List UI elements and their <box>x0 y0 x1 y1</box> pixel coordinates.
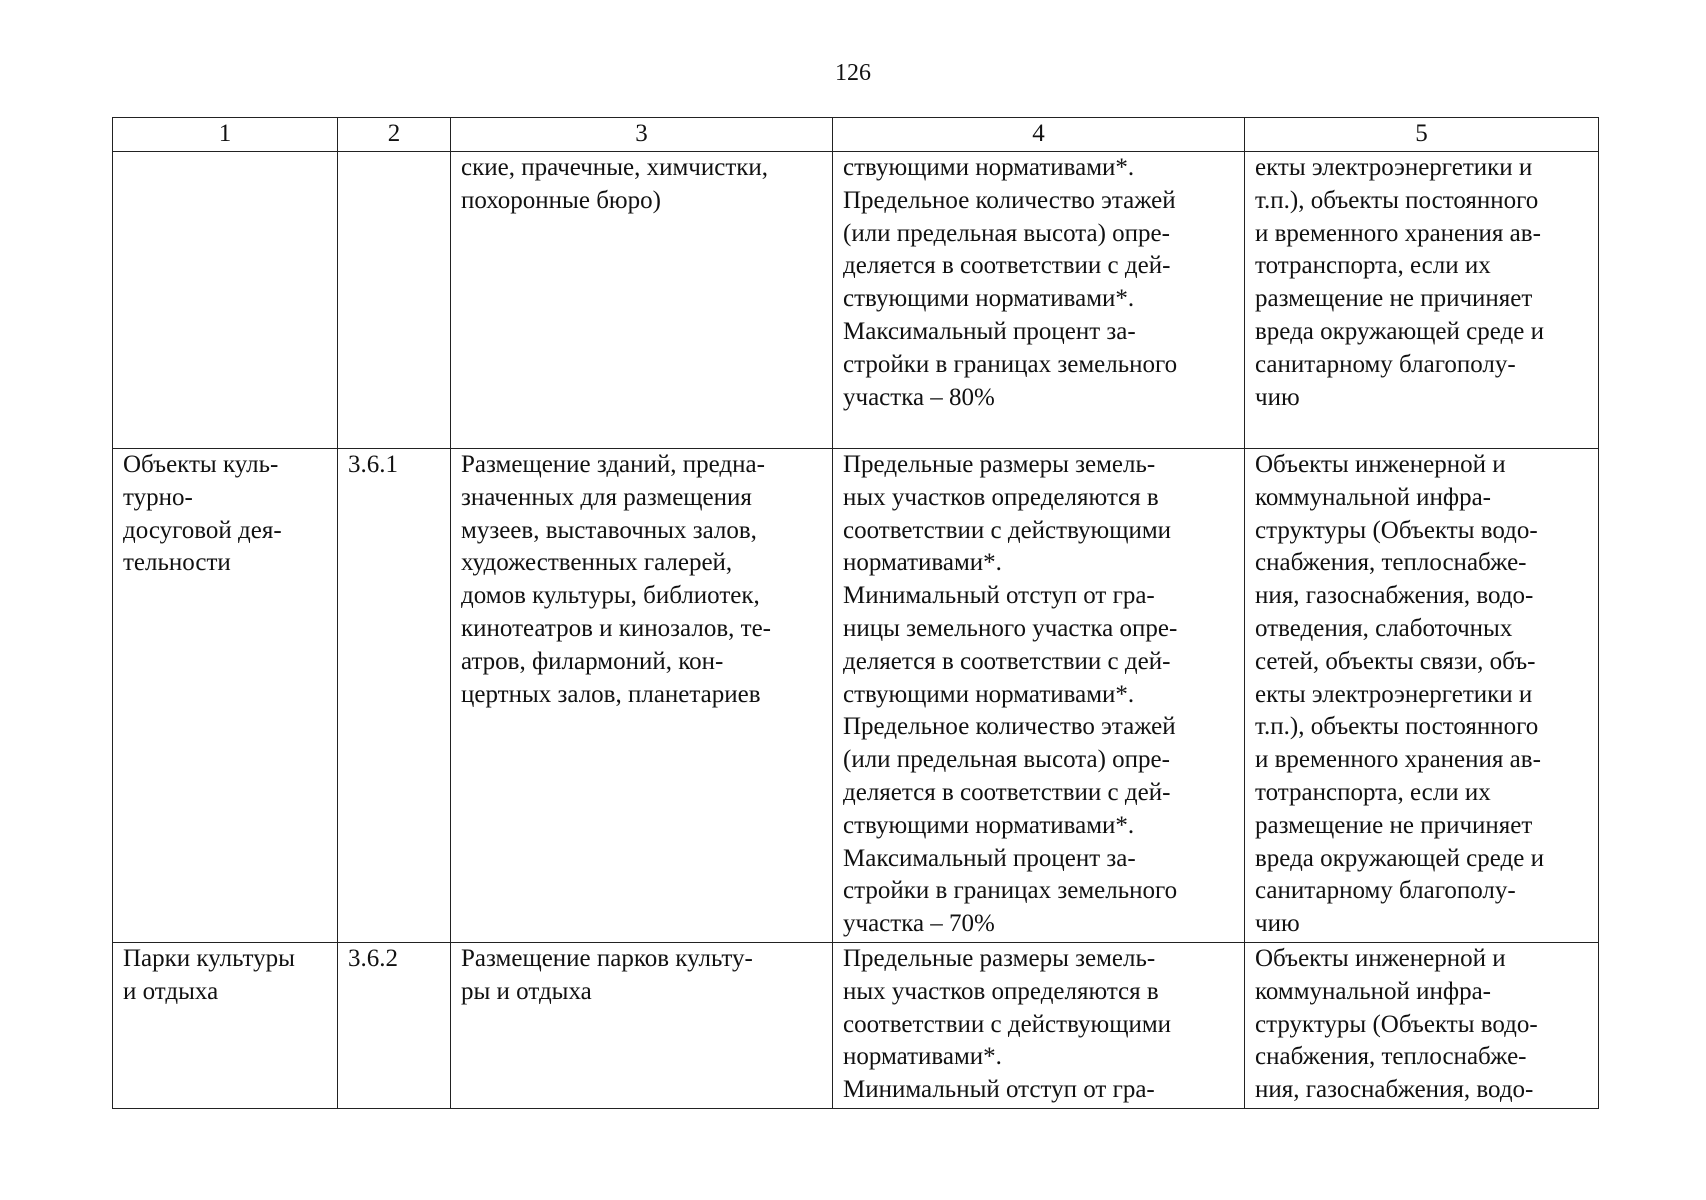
column-number-2: 2 <box>338 118 451 152</box>
cell-use-code: 3.6.2 <box>338 943 451 1109</box>
cell-use-parameters: Предельные размеры земель- ных участков определяются в соответствии с действующими нормативами*. Минимальный отступ от гра- ницы земельного участка опре- деляется в соответствии с дей- ствующими нормативами*. Предельное количество этажей (или предельная высота) опре- деляется в соответствии с дей- ствующими нормативами*. Максимальный процент за- стройки в границах земельного участка – 70% <box>833 449 1245 943</box>
column-number-header-row <box>113 118 1599 152</box>
cell-use-description: Размещение зданий, предна- значенных для размещения музеев, выставочных залов, художественных галерей, домов культуры, библиотек, кинотеатров и кинозалов, те- атров, филармоний, кон- цертных залов, планетариев <box>451 449 833 943</box>
cell-auxiliary-uses: Объекты инженерной и коммунальной инфра- структуры (Объекты водо- снабжения, теплоснабже- ния, газоснабжения, водо- отведения, слаботочных сетей, объекты связи, объ- екты электроэнергетики и т.п.), объекты постоянного и временного хранения ав- тотранспорта, если их размещение не причиняет вреда окружающей среде и санитарному благополу- чию <box>1245 449 1599 943</box>
table-row <box>113 449 1599 943</box>
page-number: 126 <box>835 60 871 86</box>
column-number-3: 3 <box>451 118 833 152</box>
cell-use-code <box>338 152 451 449</box>
column-number-4: 4 <box>833 118 1245 152</box>
cell-use-name: Парки культуры и отдыха <box>113 943 338 1109</box>
table-row <box>113 943 1599 1109</box>
cell-use-parameters: Предельные размеры земель- ных участков определяются в соответствии с действующими нормативами*. Минимальный отступ от гра- <box>833 943 1245 1109</box>
cell-use-description: Размещение парков культу- ры и отдыха <box>451 943 833 1109</box>
cell-use-parameters: ствующими нормативами*. Предельное количество этажей (или предельная высота) опре- деляется в соответствии с дей- ствующими нормативами*. Максимальный процент за- стройки в границах земельного участка – 80% <box>833 152 1245 449</box>
cell-use-description: ские, прачечные, химчистки, похоронные бюро) <box>451 152 833 449</box>
zoning-table <box>112 117 1599 1109</box>
column-number-5: 5 <box>1245 118 1599 152</box>
column-number-1: 1 <box>113 118 338 152</box>
cell-auxiliary-uses: екты электроэнергетики и т.п.), объекты постоянного и временного хранения ав- тотранспорта, если их размещение не причиняет вреда окружающей среде и санитарному благополу- чию <box>1245 152 1599 449</box>
cell-use-name <box>113 152 338 449</box>
table-row <box>113 152 1599 449</box>
cell-use-name: Объекты куль- турно- досуговой дея- тельности <box>113 449 338 943</box>
cell-use-code: 3.6.1 <box>338 449 451 943</box>
cell-auxiliary-uses: Объекты инженерной и коммунальной инфра- структуры (Объекты водо- снабжения, теплоснабже- ния, газоснабжения, водо- <box>1245 943 1599 1109</box>
